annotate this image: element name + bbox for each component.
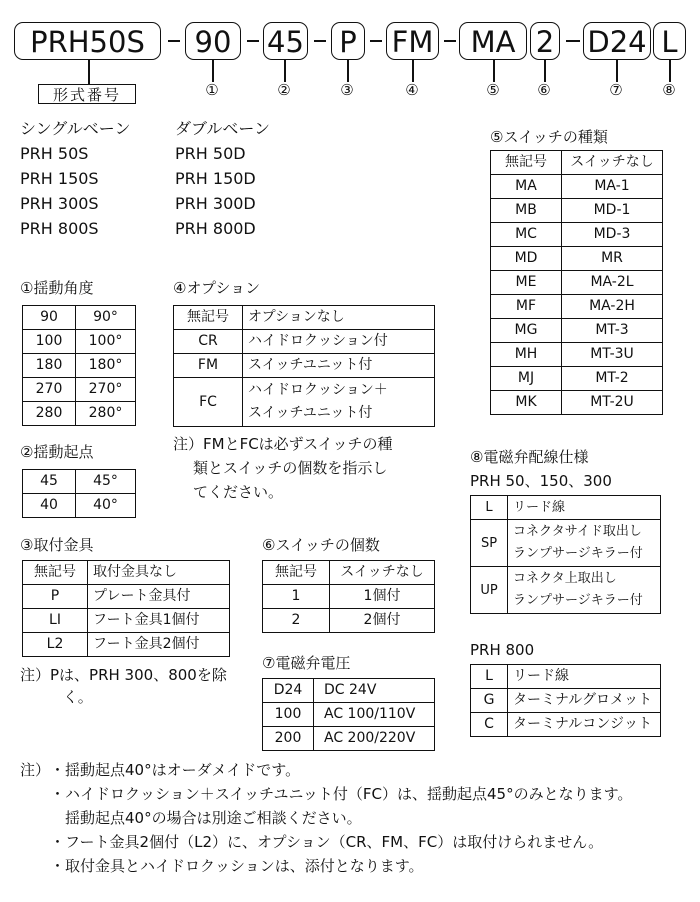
table-cell: 40° [76, 494, 136, 518]
table-cell: ME [491, 271, 562, 295]
table-row [263, 609, 435, 633]
table-cell [508, 520, 661, 567]
code-part-model: PRH50S [14, 22, 161, 60]
table-row [491, 367, 663, 391]
table-cell: MF [491, 295, 562, 319]
swing-start-table [22, 469, 136, 518]
table-cell: UP [471, 567, 508, 614]
table-row [23, 470, 136, 494]
table-cell: MC [491, 223, 562, 247]
cell-line: ランプサージキラー付 [513, 593, 643, 608]
table-cell: AC 200/220V [314, 727, 435, 751]
single-vane-header: シングルベーン [20, 119, 131, 138]
table-cell: ターミナルコンジット [508, 713, 661, 737]
note-item: ・フート金具2個付（L2）に、オプション（CR、FM、FC）は取付けられません。 [50, 833, 604, 851]
code-leader [544, 60, 546, 82]
code-part-voltage: D24 [583, 22, 651, 60]
table-cell: MK [491, 391, 562, 415]
note-line: く。 [63, 688, 93, 706]
table-cell: 280° [76, 402, 136, 426]
swing-start-title: ②揺動起点 [20, 443, 94, 461]
code-leader [493, 60, 495, 82]
table-cell: MG [491, 319, 562, 343]
table-cell: 無記号 [491, 151, 562, 175]
table-cell: 100 [23, 330, 76, 354]
note-item: ・揺動起点40°はオーダメイドです。 [50, 761, 301, 779]
table-row [471, 665, 661, 689]
switch-count-table [262, 560, 435, 633]
table-row [491, 271, 663, 295]
code-part-wiring: L [653, 22, 686, 60]
note-item: ・取付金具とハイドロクッションは、添付となります。 [50, 857, 424, 875]
code-leader [412, 60, 414, 82]
table-cell: リード線 [508, 496, 661, 520]
code-dash [566, 40, 580, 42]
table-row [263, 727, 435, 751]
wiring-title: ⑧電磁弁配線仕様 [470, 448, 589, 466]
marker-6: ⑥ [537, 81, 551, 99]
solenoid-voltage-title: ⑦電磁弁電圧 [262, 654, 351, 672]
model-item: PRH 150S [20, 169, 99, 188]
table-cell: 1個付 [330, 585, 435, 609]
table-cell: 100° [76, 330, 136, 354]
table-row [491, 295, 663, 319]
model-item: PRH 50S [20, 144, 89, 163]
table-cell: 無記号 [174, 306, 243, 330]
table-cell: G [471, 689, 508, 713]
table-cell: MA-1 [562, 175, 663, 199]
code-leader [616, 60, 618, 82]
cell-line: ランプサージキラー付 [513, 546, 643, 561]
table-cell: L [471, 496, 508, 520]
double-vane-list [175, 116, 270, 241]
table-cell: ターミナルグロメット [508, 689, 661, 713]
note-line: 注）Pは、PRH 300、800を除 [20, 666, 227, 684]
switch-type-title: ⑤スイッチの種類 [490, 128, 608, 146]
table-cell: MH [491, 343, 562, 367]
table-cell: MA-2L [562, 271, 663, 295]
table-cell: MJ [491, 367, 562, 391]
table-cell: LI [23, 609, 88, 633]
code-dash [247, 40, 259, 42]
note-item: 揺動起点40°の場合は別途ご相談ください。 [50, 809, 362, 827]
wiring-800-table [470, 664, 661, 737]
table-cell: FM [174, 354, 243, 378]
table-row [491, 175, 663, 199]
table-cell: P [23, 585, 88, 609]
table-cell: 無記号 [23, 561, 88, 585]
table-row [491, 223, 663, 247]
code-dash [370, 40, 382, 42]
table-cell: AC 100/110V [314, 703, 435, 727]
code-part-bracket: P [331, 22, 365, 60]
wiring-subtitle-800: PRH 800 [470, 641, 535, 659]
bracket-table [22, 560, 230, 657]
table-row [263, 679, 435, 703]
table-row [471, 689, 661, 713]
model-item: PRH 800S [20, 219, 99, 238]
code-part-switch-type: MA [459, 22, 527, 60]
table-cell: 90° [76, 306, 136, 330]
table-cell: FC [174, 378, 243, 427]
cell-line: ハイドロクッション＋ [248, 382, 388, 398]
table-row [174, 354, 435, 378]
table-cell: 180 [23, 354, 76, 378]
table-row [23, 561, 230, 585]
table-row [491, 343, 663, 367]
table-cell: 200 [263, 727, 314, 751]
table-cell: MT-2 [562, 367, 663, 391]
model-item: PRH 300S [20, 194, 99, 213]
table-cell: MT-3U [562, 343, 663, 367]
table-cell: MB [491, 199, 562, 223]
table-row [23, 378, 136, 402]
table-row [263, 561, 435, 585]
table-row [263, 703, 435, 727]
double-vane-header: ダブルベーン [175, 119, 271, 138]
table-cell: ハイドロクッション付 [243, 330, 435, 354]
table-cell: MD [491, 247, 562, 271]
table-cell: スイッチなし [330, 561, 435, 585]
model-number-label: 形式番号 [38, 84, 136, 104]
note-line: 注）FMとFCは必ずスイッチの種 [173, 435, 393, 453]
table-cell [243, 378, 435, 427]
table-cell: リード線 [508, 665, 661, 689]
code-dash [314, 40, 326, 42]
table-cell: 180° [76, 354, 136, 378]
switch-count-title: ⑥スイッチの個数 [262, 536, 380, 554]
table-cell: L2 [23, 633, 88, 657]
table-cell: MA-2H [562, 295, 663, 319]
note-line: 類とスイッチの個数を指示し [193, 459, 388, 477]
table-cell: 100 [263, 703, 314, 727]
swing-angle-title: ①揺動角度 [20, 279, 94, 297]
table-cell: MT-3 [562, 319, 663, 343]
marker-5: ⑤ [486, 81, 500, 99]
table-row [23, 585, 230, 609]
table-cell: スイッチなし [562, 151, 663, 175]
table-row [491, 247, 663, 271]
table-cell: 2個付 [330, 609, 435, 633]
code-leader [347, 60, 349, 82]
table-row [23, 494, 136, 518]
wiring-table [470, 495, 661, 614]
model-item: PRH 800D [175, 219, 256, 238]
table-cell: D24 [263, 679, 314, 703]
table-row [471, 496, 661, 520]
table-cell: SP [471, 520, 508, 567]
table-cell: 270° [76, 378, 136, 402]
table-cell: 270 [23, 378, 76, 402]
wiring-subtitle: PRH 50、150、300 [470, 472, 612, 490]
cell-line: コネクタサイド取出し [513, 524, 642, 539]
table-cell: フート金具2個付 [88, 633, 230, 657]
solenoid-voltage-table [262, 678, 435, 751]
marker-1: ① [205, 81, 219, 99]
marker-3: ③ [340, 81, 354, 99]
table-row [263, 585, 435, 609]
table-row [23, 633, 230, 657]
table-row [23, 330, 136, 354]
code-leader [284, 60, 286, 82]
table-cell: 280 [23, 402, 76, 426]
marker-7: ⑦ [609, 81, 623, 99]
table-row [23, 609, 230, 633]
table-row [491, 391, 663, 415]
note-line: てください。 [193, 483, 284, 501]
note-item: ・ハイドロクッション＋スイッチユニット付（FC）は、揺動起点45°のみとなります。 [50, 785, 633, 803]
table-row [174, 378, 435, 427]
table-cell: DC 24V [314, 679, 435, 703]
code-leader [669, 60, 671, 82]
table-row [23, 402, 136, 426]
table-row [174, 306, 435, 330]
table-cell: フート金具1個付 [88, 609, 230, 633]
model-item: PRH 300D [175, 194, 256, 213]
marker-8: ⑧ [662, 81, 676, 99]
swing-angle-table [22, 305, 136, 426]
table-cell: MA [491, 175, 562, 199]
table-row [471, 567, 661, 614]
bracket-title: ③取付金具 [20, 536, 94, 554]
model-item: PRH 50D [175, 144, 246, 163]
table-row [491, 151, 663, 175]
table-cell: 90 [23, 306, 76, 330]
table-row [174, 330, 435, 354]
table-cell: プレート金具付 [88, 585, 230, 609]
code-dash [168, 40, 180, 42]
switch-type-table [490, 150, 663, 415]
table-cell: 45 [23, 470, 76, 494]
table-cell: MD-1 [562, 199, 663, 223]
table-row [23, 354, 136, 378]
code-leader [88, 60, 90, 84]
table-cell: オプションなし [243, 306, 435, 330]
code-part-option: FM [386, 22, 439, 60]
cell-line: スイッチユニット付 [248, 405, 373, 421]
option-note [173, 432, 392, 504]
table-cell: 取付金具なし [88, 561, 230, 585]
marker-2: ② [277, 81, 291, 99]
table-cell: 2 [263, 609, 330, 633]
marker-4: ④ [405, 81, 419, 99]
code-part-start: 45 [263, 22, 308, 60]
table-cell [508, 567, 661, 614]
bracket-note [20, 664, 227, 708]
table-row [471, 713, 661, 737]
table-row [471, 520, 661, 567]
code-dash [444, 40, 456, 42]
table-cell: 45° [76, 470, 136, 494]
table-cell: スイッチユニット付 [243, 354, 435, 378]
note-row [20, 758, 632, 782]
table-cell: 無記号 [263, 561, 330, 585]
bottom-notes [20, 758, 632, 878]
single-vane-list [20, 116, 130, 241]
option-table [173, 305, 435, 427]
table-cell: C [471, 713, 508, 737]
table-row [491, 199, 663, 223]
table-cell: 40 [23, 494, 76, 518]
option-title: ④オプション [173, 279, 261, 297]
table-cell: MD-3 [562, 223, 663, 247]
table-row [23, 306, 136, 330]
code-leader [212, 60, 214, 82]
code-part-switch-count: 2 [530, 22, 560, 60]
model-item: PRH 150D [175, 169, 256, 188]
table-row [491, 319, 663, 343]
cell-line: コネクタ上取出し [513, 571, 617, 586]
table-cell: 1 [263, 585, 330, 609]
notes-prefix: 注） [20, 761, 51, 779]
table-cell: CR [174, 330, 243, 354]
table-cell: MT-2U [562, 391, 663, 415]
table-cell: MR [562, 247, 663, 271]
code-part-angle: 90 [185, 22, 241, 60]
table-cell: L [471, 665, 508, 689]
